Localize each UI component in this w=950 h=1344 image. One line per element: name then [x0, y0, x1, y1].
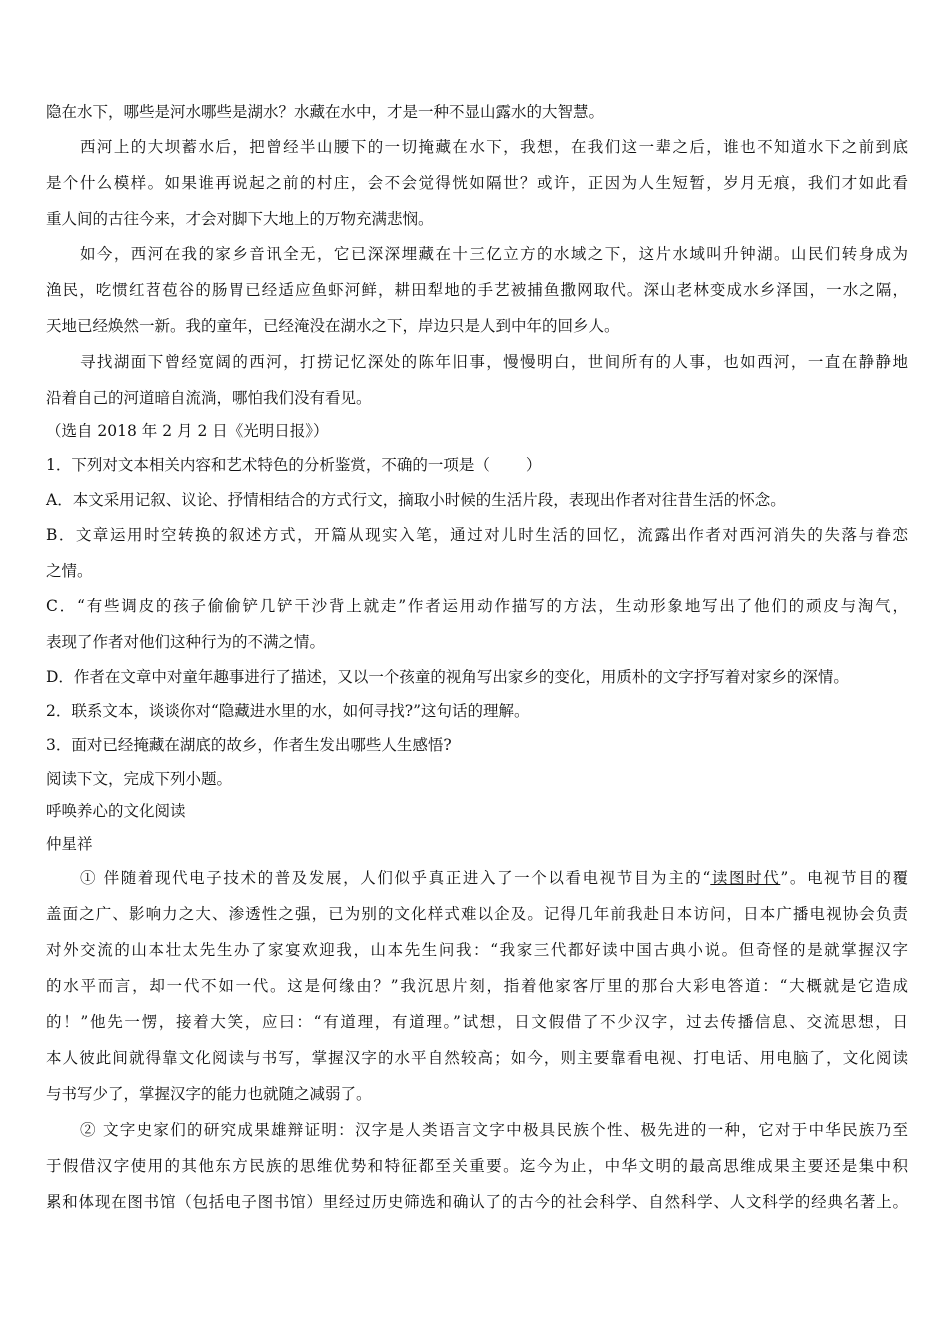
article-author: 仲星祥 — [46, 835, 93, 853]
option-b-cont: 之情。 — [46, 562, 93, 580]
passage-line: 西河上的大坝蓄水后，把曾经半山腰下的一切掩藏在水下，我想，在我们这一辈之后，谁也不知道水下之前到底 — [80, 138, 908, 156]
question-2: 2．联系文本，谈谈你对“隐藏进水里的水，如何寻找?”这句话的理解。 — [46, 702, 530, 720]
paragraph-1-line: 盖面之广、影响力之大、渗透性之强，已为别的文化样式难以企及。记得几年前我赴日本访问，日本广播电视协会负责 — [46, 905, 908, 923]
passage-line: 寻找湖面下曾经宽阔的西河，打捞记忆深处的陈年旧事，慢慢明白，世间所有的人事，也如西河，一直在静静地 — [80, 353, 908, 371]
passage-line: 渔民，吃惯红苕苞谷的肠胃已经适应鱼虾河鲜，耕田犁地的手艺被捕鱼撒网取代。深山老林变成水乡泽国，一水之隔， — [46, 281, 908, 299]
paragraph-text: ① 伴随着现代电子技术的普及发展，人们似乎真正进入了一个以看电视节目为主的“ — [80, 869, 711, 887]
question-1 — [46, 455, 908, 475]
paragraph-2-line: 于假借汉字使用的其他东方民族的思维优势和特征都至关重要。迄今为止，中华文明的最高思维成果主要还是集中积 — [46, 1157, 908, 1175]
option-c: C．“有些调皮的孩子偷偷铲几铲干沙背上就走”作者运用动作描写的方法，生动形象地写出了他们的顽皮与淘气， — [46, 597, 908, 615]
question-1-stem: 1．下列对文本相关内容和艺术特色的分析鉴赏，不确的一项是（ — [46, 456, 490, 474]
passage-line: 是个什么模样。如果谁再说起之前的村庄，会不会觉得恍如隔世？或许，正因为人生短暂，岁月无痕，我们才如此看 — [46, 174, 908, 192]
passage-line: 如今，西河在我的家乡音讯全无，它已深深埋藏在十三亿立方的水域之下，这片水域叫升钟湖。山民们转身成为 — [80, 245, 908, 263]
passage-line: 天地已经焕然一新。我的童年，已经淹没在湖水之下，岸边只是人到中年的回乡人。 — [46, 317, 620, 335]
paragraph-1-line: 与书写少了，掌握汉字的能力也就随之减弱了。 — [46, 1085, 372, 1103]
paragraph-1-line: 的水平而言，却一代不如一代。这是何缘由？”我沉思片刻，指着他家客厅里的那台大彩电答道：“大概就是它造成 — [46, 977, 908, 995]
option-c-cont: 表现了作者对他们这种行为的不满之情。 — [46, 633, 326, 651]
option-b: B．文章运用时空转换的叙述方式，开篇从现实入笔，通过对儿时生活的回忆，流露出作者对西河消失的失落与眷恋 — [46, 526, 908, 544]
paragraph-text: ”。电视节目的覆 — [780, 869, 908, 887]
paragraph-1-line: 本人彼此间就得靠文化阅读与书写，掌握汉字的水平自然较高；如今，则主要靠看电视、打电话、用电脑了，文化阅读 — [46, 1049, 908, 1067]
paragraph-2-line: ② 文字史家们的研究成果雄辩证明：汉字是人类语言文字中极具民族个性、极先进的一种，它对于中华民族乃至 — [80, 1121, 908, 1139]
paragraph-1-line: 的！”他先一愣，接着大笑，应曰：“有道理，有道理。”试想，日文假借了不少汉字，过去传播信息、交流思想，日 — [46, 1013, 908, 1031]
passage-line: 重人间的古往今来，才会对脚下大地上的万物充满悲悯。 — [46, 210, 434, 228]
option-a: A．本文采用记叙、议论、抒情相结合的方式行文，摘取小时候的生活片段，表现出作者对往昔生活的怀念。 — [46, 491, 786, 509]
paragraph-1-line — [80, 868, 908, 888]
question-1-close: ） — [525, 456, 542, 474]
paragraph-2-line: 累和体现在图书馆（包括电子图书馆）里经过历史筛选和确认了的古今的社会科学、自然科学、人文科学的经典名著上。 — [46, 1193, 908, 1211]
article-title: 呼唤养心的文化阅读 — [46, 802, 186, 820]
reading-instruction: 阅读下文，完成下列小题。 — [46, 770, 233, 788]
passage-line: 沿着自己的河道暗自流淌，哪怕我们没有看见。 — [46, 389, 372, 407]
source-citation: （选自 2018 年 2 月 2 日《光明日报》） — [46, 422, 329, 440]
question-3: 3．面对已经掩藏在湖底的故乡，作者生发出哪些人生感悟? — [46, 736, 452, 754]
underlined-term: 读图时代 — [710, 869, 781, 887]
paragraph-1-line: 对外交流的山本壮太先生办了家宴欢迎我，山本先生问我：“我家三代都好读中国古典小说。但奇怪的是就掌握汉字 — [46, 941, 908, 959]
option-d: D．作者在文章中对童年趣事进行了描述，又以一个孩童的视角写出家乡的变化，用质朴的文字抒写着对家乡的深情。 — [46, 668, 849, 686]
passage-line: 隐在水下，哪些是河水哪些是湖水？水藏在水中，才是一种不显山露水的大智慧。 — [46, 103, 605, 121]
